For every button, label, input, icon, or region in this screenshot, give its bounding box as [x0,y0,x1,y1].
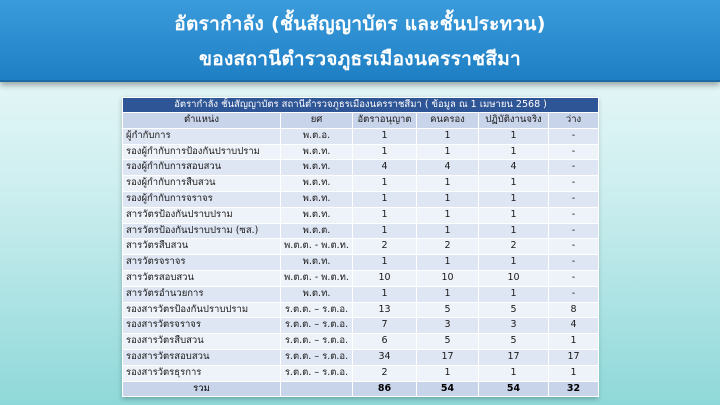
allowed-cell: 2 [353,365,417,381]
total-actual: 54 [479,381,549,397]
title-banner [0,0,720,82]
position-cell: รองผู้กำกับการป้องกันปราบปราม [123,144,281,160]
position-cell: สารวัตรป้องกันปราบปราม (ซส.) [123,223,281,239]
actual-cell: 1 [479,144,549,160]
allowed-cell: 7 [353,318,417,334]
allowed-cell: 1 [353,128,417,144]
vacant-cell: - [549,207,599,223]
vacant-cell: - [549,255,599,271]
held-cell: 1 [417,191,479,207]
actual-cell: 1 [479,286,549,302]
actual-cell: 2 [479,239,549,255]
position-cell: สารวัตรสอบสวน [123,270,281,286]
vacant-cell: - [549,223,599,239]
table-row [123,365,599,381]
actual-cell: 1 [479,255,549,271]
table-row [123,223,599,239]
rank-cell: พ.ต.ต. [281,223,353,239]
position-cell: รองผู้กำกับการสอบสวน [123,160,281,176]
held-cell: 1 [417,144,479,160]
position-cell: รองผู้กำกับการสืบสวน [123,176,281,192]
position-cell: รองผู้กำกับการจราจร [123,191,281,207]
column-header-position: ตำแหน่ง [123,113,281,129]
table-row [123,239,599,255]
allowed-cell: 1 [353,255,417,271]
allowed-cell: 1 [353,191,417,207]
table-row [123,207,599,223]
held-cell: 1 [417,128,479,144]
actual-cell: 10 [479,270,549,286]
table-row [123,270,599,286]
held-cell: 10 [417,270,479,286]
vacant-cell: - [549,191,599,207]
held-cell: 1 [417,365,479,381]
position-cell: ผู้กำกับการ [123,128,281,144]
actual-cell: 5 [479,334,549,350]
total-vacant: 32 [549,381,599,397]
position-cell: รองสารวัตรจราจร [123,318,281,334]
held-cell: 17 [417,349,479,365]
actual-cell: 4 [479,160,549,176]
position-cell: สารวัตรจราจร [123,255,281,271]
vacant-cell: 4 [549,318,599,334]
held-cell: 5 [417,334,479,350]
rank-cell: พ.ต.ต. - พ.ต.ท. [281,270,353,286]
held-cell: 1 [417,286,479,302]
vacant-cell: 1 [549,365,599,381]
actual-cell: 17 [479,349,549,365]
allowed-cell: 6 [353,334,417,350]
vacant-cell: 17 [549,349,599,365]
rank-cell: พ.ต.ท. [281,160,353,176]
actual-cell: 1 [479,191,549,207]
table-row [123,176,599,192]
table-caption-row [123,98,599,113]
actual-cell: 3 [479,318,549,334]
rank-cell: ร.ต.ต. – ร.ต.อ. [281,334,353,350]
allowed-cell: 4 [353,160,417,176]
table-row [123,318,599,334]
page-title-line2: ของสถานีตำรวจภูธรเมืองนครราชสีมา [198,48,522,70]
allowed-cell: 1 [353,144,417,160]
table-row [123,349,599,365]
position-cell: สารวัตรป้องกันปราบปราม [123,207,281,223]
column-header-vacant: ว่าง [549,113,599,129]
rank-cell: พ.ต.อ. [281,128,353,144]
table-total-row [123,381,599,397]
vacant-cell: 8 [549,302,599,318]
held-cell: 4 [417,160,479,176]
position-cell: รองสารวัตรสืบสวน [123,334,281,350]
rank-cell: ร.ต.ต. – ร.ต.อ. [281,365,353,381]
rank-cell: พ.ต.ท. [281,286,353,302]
allowed-cell: 34 [353,349,417,365]
table-header-row [123,113,599,129]
column-header-rank: ยศ [281,113,353,129]
vacant-cell: - [549,128,599,144]
position-cell: รองสารวัตรสอบสวน [123,349,281,365]
actual-cell: 1 [479,207,549,223]
column-header-held: คนครอง [417,113,479,129]
actual-cell: 1 [479,223,549,239]
held-cell: 3 [417,318,479,334]
column-header-actual: ปฏิบัติงานจริง [479,113,549,129]
position-cell: สารวัตรสืบสวน [123,239,281,255]
vacant-cell: - [549,239,599,255]
allowed-cell: 1 [353,286,417,302]
position-cell: สารวัตรอำนวยการ [123,286,281,302]
actual-cell: 1 [479,128,549,144]
vacant-cell: - [549,160,599,176]
total-label: รวม [123,381,281,397]
vacant-cell: - [549,144,599,160]
allowed-cell: 10 [353,270,417,286]
rank-cell: พ.ต.ท. [281,191,353,207]
manpower-table [122,97,599,397]
rank-cell: พ.ต.ท. [281,176,353,192]
rank-cell: พ.ต.ต. - พ.ต.ท. [281,239,353,255]
held-cell: 1 [417,207,479,223]
rank-cell: พ.ต.ท. [281,207,353,223]
total-rank-cell [281,381,353,397]
vacant-cell: - [549,286,599,302]
rank-cell: ร.ต.ต. – ร.ต.อ. [281,349,353,365]
allowed-cell: 13 [353,302,417,318]
held-cell: 5 [417,302,479,318]
allowed-cell: 1 [353,223,417,239]
table-row [123,160,599,176]
table-row [123,191,599,207]
table-row [123,144,599,160]
total-allowed: 86 [353,381,417,397]
page-title-line1: อัตรากำลัง (ชั้นสัญญาบัตร และชั้นประทวน) [174,13,546,35]
table-row [123,255,599,271]
held-cell: 1 [417,255,479,271]
vacant-cell: 1 [549,334,599,350]
held-cell: 2 [417,239,479,255]
allowed-cell: 2 [353,239,417,255]
vacant-cell: - [549,176,599,192]
rank-cell: พ.ต.ท. [281,255,353,271]
actual-cell: 1 [479,365,549,381]
vacant-cell: - [549,270,599,286]
position-cell: รองสารวัตรธุรการ [123,365,281,381]
table-caption: อัตรากำลัง ชั้นสัญญาบัตร สถานีตำรวจภูธรเมืองนครราชสีมา ( ข้อมูล ณ 1 เมษายน 2568 ) [123,98,599,113]
column-header-allowed: อัตราอนุญาต [353,113,417,129]
rank-cell: พ.ต.ท. [281,144,353,160]
allowed-cell: 1 [353,176,417,192]
allowed-cell: 1 [353,207,417,223]
position-cell: รองสารวัตรป้องกันปราบปราม [123,302,281,318]
table-row [123,334,599,350]
table-row [123,286,599,302]
rank-cell: ร.ต.ต. – ร.ต.อ. [281,302,353,318]
table-row [123,128,599,144]
table-row [123,302,599,318]
actual-cell: 5 [479,302,549,318]
actual-cell: 1 [479,176,549,192]
manpower-table-container [122,97,598,397]
held-cell: 1 [417,223,479,239]
total-held: 54 [417,381,479,397]
held-cell: 1 [417,176,479,192]
rank-cell: ร.ต.ต. – ร.ต.อ. [281,318,353,334]
